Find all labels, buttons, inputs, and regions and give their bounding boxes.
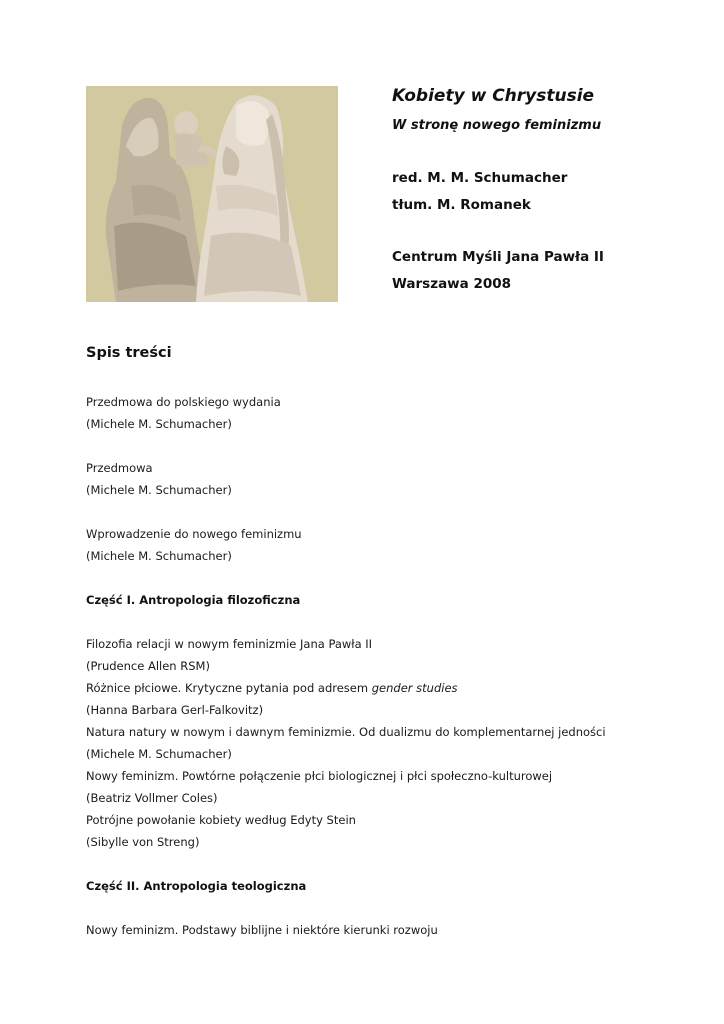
toc-entry-title: Przedmowa (86, 461, 153, 475)
toc-entry-author: (Sibylle von Streng) (86, 835, 200, 849)
toc-heading: Spis treści (86, 345, 172, 361)
toc-entry-title: Przedmowa do polskiego wydania (86, 395, 281, 409)
toc-entry-title: Natura natury w nowym i dawnym feminizmie. Od dualizmu do komplementarnej jedności (86, 725, 606, 739)
toc-entry-author: (Beatriz Vollmer Coles) (86, 791, 218, 805)
book-place-year: Warszawa 2008 (392, 276, 512, 292)
book-translator: tłum. M. Romanek (392, 197, 531, 213)
sculpture-illustration (86, 86, 338, 302)
toc-part-heading: Część I. Antropologia filozoficzna (86, 593, 301, 607)
toc-entry-author: (Michele M. Schumacher) (86, 549, 232, 563)
toc-entry-title: Filozofia relacji w nowym feminizmie Jana Pawła II (86, 637, 373, 651)
toc-entry-title: Potrójne powołanie kobiety według Edyty Stein (86, 813, 356, 827)
toc-entry-author: (Hanna Barbara Gerl-Falkovitz) (86, 703, 264, 717)
toc-entry-title: Nowy feminizm. Powtórne połączenie płci biologicznej i płci społeczno-kulturowej (86, 769, 553, 783)
toc-part-heading: Część II. Antropologia teologiczna (86, 879, 307, 893)
cover-image (86, 86, 338, 302)
toc-entry-title-italic: gender studies (371, 681, 458, 695)
toc-entry-title: Nowy feminizm. Podstawy biblijne i niektóre kierunki rozwoju (86, 923, 438, 937)
book-title: Kobiety w Chrystusie (392, 86, 595, 106)
toc-entry-title-row (86, 681, 458, 695)
book-subtitle: W stronę nowego feminizmu (392, 118, 602, 133)
toc-entry-title: Różnice płciowe. Krytyczne pytania pod adresem (86, 681, 372, 695)
toc-entry-author: (Michele M. Schumacher) (86, 417, 232, 431)
toc-entry-author: (Michele M. Schumacher) (86, 747, 232, 761)
toc-entry-author: (Michele M. Schumacher) (86, 483, 232, 497)
toc-entry-author: (Prudence Allen RSM) (86, 659, 210, 673)
book-publisher: Centrum Myśli Jana Pawła II (392, 249, 604, 265)
toc-entry-title: Wprowadzenie do nowego feminizmu (86, 527, 302, 541)
book-editor: red. M. M. Schumacher (392, 170, 568, 186)
